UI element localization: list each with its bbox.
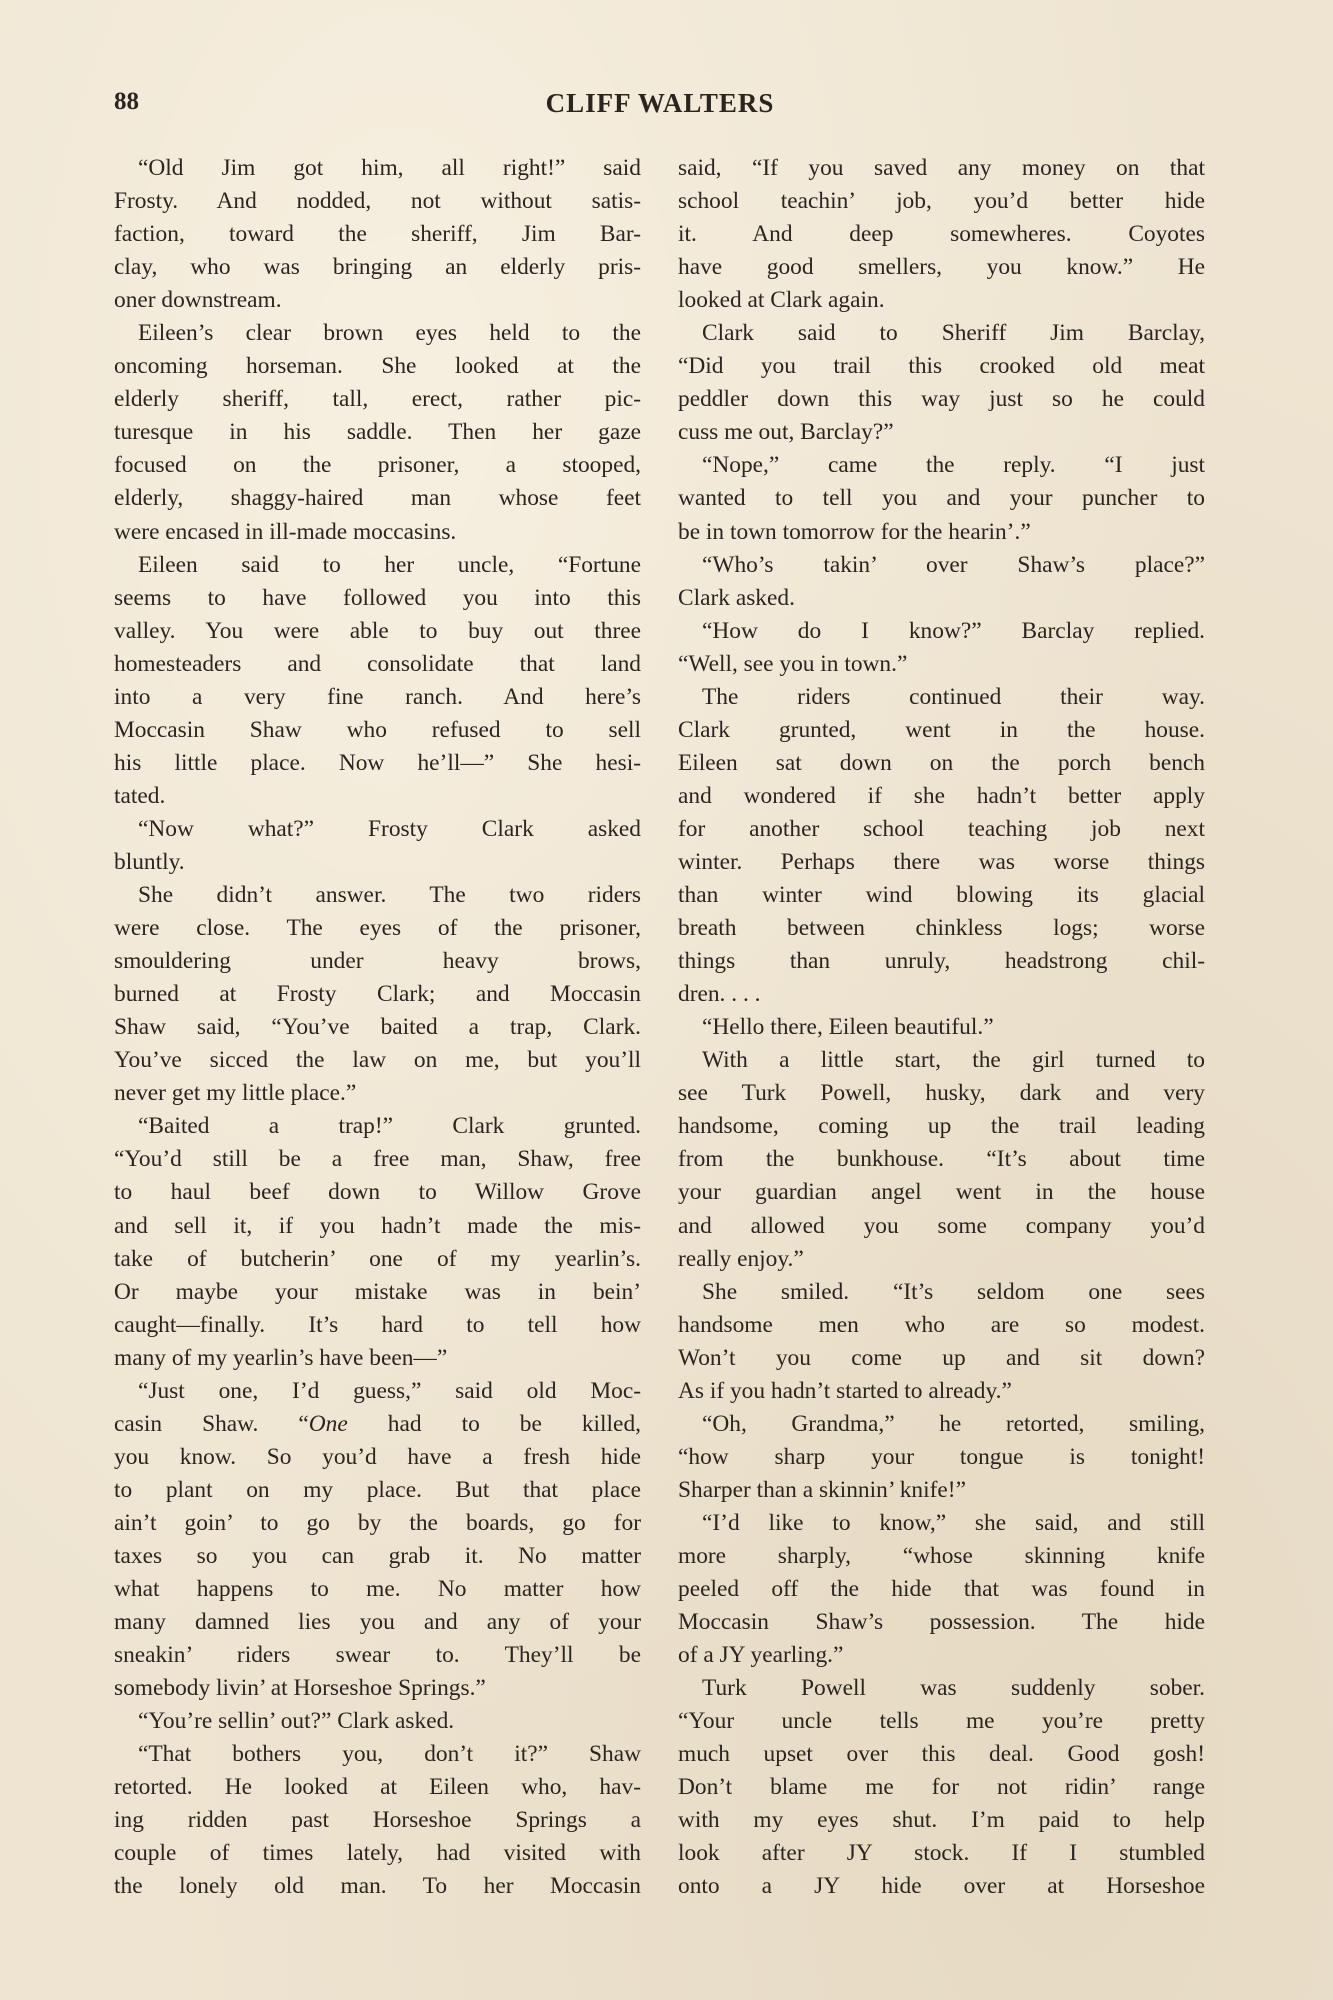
text-line: never get my little place.” (114, 1080, 357, 1107)
text-line: “Just one, I’d guess,” said old Moc- (138, 1377, 641, 1404)
text-line: “Hello there, Eileen beautiful.” (702, 1014, 994, 1041)
text-line: As if you hadn’t started to already.” (678, 1377, 1012, 1404)
text-line: smouldering under heavy brows, (114, 948, 641, 975)
text-line: oner downstream. (114, 287, 282, 314)
text-line: “You’d still be a free man, Shaw, free (114, 1146, 641, 1173)
text-line: said, “If you saved any money on that (678, 155, 1205, 181)
text-line: focused on the prisoner, a stooped, (114, 452, 641, 479)
text-line: for another school teaching job next (678, 815, 1205, 842)
running-head: CLIFF WALTERS (545, 88, 775, 118)
text-line: peddler down this way just so he could (678, 386, 1205, 413)
text-line: oncoming horseman. She looked at the (114, 353, 641, 380)
text-line: breath between chinkless logs; worse (678, 915, 1205, 942)
text-line: “That bothers you, don’t it?” Shaw (138, 1741, 641, 1768)
text-line: it. And deep somewheres. Coyotes (678, 221, 1205, 248)
text-line: school teachin’ job, you’d better hide (678, 188, 1205, 215)
text-line: much upset over this deal. Good gosh! (678, 1741, 1205, 1768)
text-line: and sell it, if you hadn’t made the mis- (114, 1212, 641, 1239)
text-line: Shaw said, “You’ve baited a trap, Clark. (114, 1014, 641, 1041)
page-number: 88 (114, 88, 139, 115)
italic-emphasis: One (308, 1410, 348, 1437)
text-line: ing ridden past Horseshoe Springs a (114, 1807, 641, 1834)
text-line: elderly sheriff, tall, erect, rather pic- (114, 386, 641, 413)
text-line: handsome men who are so modest. (678, 1311, 1205, 1338)
text-line: cuss me out, Barclay?” (678, 419, 894, 446)
text-line: were encased in ill-made moccasins. (114, 518, 457, 545)
text-line: you know. So you’d have a fresh hide (114, 1443, 641, 1470)
text-line: “Now what?” Frosty Clark asked (138, 815, 641, 842)
text-line: retorted. He looked at Eileen who, hav- (114, 1774, 641, 1801)
text-line: Clark grunted, went in the house. (678, 716, 1205, 743)
text-line: Moccasin Shaw who refused to sell (114, 716, 641, 743)
text-line: his little place. Now he’ll—” She hesi- (114, 749, 641, 776)
text-line: taxes so you can grab it. No matter (114, 1542, 641, 1569)
text-line: more sharply, “whose skinning knife (678, 1542, 1205, 1569)
text-line: valley. You were able to buy out three (114, 617, 641, 644)
text-line: many of my yearlin’s have been—” (114, 1344, 448, 1371)
text-line: “Nope,” came the reply. “I just (702, 452, 1205, 479)
text-line: seems to have followed you into this (114, 584, 641, 611)
text-line: Moccasin Shaw’s possession. The hide (678, 1609, 1205, 1636)
text-line: look after JY stock. If I stumbled (678, 1840, 1205, 1867)
text-line: Turk Powell was suddenly sober. (702, 1675, 1205, 1702)
text-line: “Did you trail this crooked old meat (678, 353, 1205, 380)
text-line: “Oh, Grandma,” he retorted, smiling, (702, 1410, 1205, 1437)
text-line: have good smellers, you know.” He (678, 254, 1205, 281)
text-line: “Well, see you in town.” (678, 650, 908, 677)
text-line: really enjoy.” (678, 1245, 804, 1272)
text-line: peeled off the hide that was found in (678, 1576, 1205, 1603)
text-line: of a JY yearling.” (678, 1642, 844, 1669)
text-line: to haul beef down to Willow Grove (114, 1179, 641, 1206)
text-line: “Old Jim got him, all right!” said (138, 155, 641, 181)
text-line: be in town tomorrow for the hearin’.” (678, 518, 1031, 545)
right-text-column (678, 152, 1205, 1903)
text-line: ain’t goin’ to go by the boards, go for (114, 1509, 641, 1536)
text-line: and wondered if she hadn’t better apply (678, 782, 1205, 809)
text-line: Sharper than a skinnin’ knife!” (678, 1476, 966, 1503)
text-line: Eileen sat down on the porch bench (678, 749, 1205, 776)
text-line: take of butcherin’ one of my yearlin’s. (114, 1245, 641, 1272)
text-line: “How do I know?” Barclay replied. (702, 617, 1205, 644)
text-line: Clark asked. (678, 584, 795, 611)
text-line: Clark said to Sheriff Jim Barclay, (702, 320, 1205, 347)
text-line: With a little start, the girl turned to (702, 1047, 1205, 1074)
text-line: Eileen’s clear brown eyes held to the (138, 320, 641, 347)
text-line: into a very fine ranch. And here’s (114, 683, 641, 710)
text-line: Eileen said to her uncle, “Fortune (138, 551, 641, 578)
text-line: looked at Clark again. (678, 287, 885, 314)
text-line: your guardian angel went in the house (678, 1179, 1205, 1206)
text-line: “Baited a trap!” Clark grunted. (138, 1113, 641, 1140)
text-line: than winter wind blowing its glacial (678, 882, 1205, 909)
text-line: faction, toward the sheriff, Jim Bar- (114, 221, 641, 248)
text-line: “I’d like to know,” she said, and still (702, 1509, 1205, 1536)
text-line: caught—finally. It’s hard to tell how (114, 1311, 641, 1338)
text-line: bluntly. (114, 848, 185, 875)
text-line: sneakin’ riders swear to. They’ll be (114, 1642, 641, 1669)
text-line: Don’t blame me for not ridin’ range (678, 1774, 1205, 1801)
text-line: Or maybe your mistake was in bein’ (114, 1278, 641, 1305)
text-line: homesteaders and consolidate that land (114, 650, 641, 677)
text-line: wanted to tell you and your puncher to (678, 485, 1205, 512)
text-line: couple of times lately, had visited with (114, 1840, 641, 1867)
text-line: She smiled. “It’s seldom one sees (702, 1278, 1205, 1305)
text-line: to plant on my place. But that place (114, 1476, 641, 1503)
text-line: somebody livin’ at Horseshoe Springs.” (114, 1675, 486, 1702)
text-line: clay, who was bringing an elderly pris- (114, 254, 641, 281)
page-header (114, 88, 1206, 128)
text-line: onto a JY hide over at Horseshoe (678, 1873, 1205, 1900)
text-line: “Your uncle tells me you’re pretty (678, 1708, 1205, 1735)
left-text-column (114, 152, 641, 1903)
text-line: what happens to me. No matter how (114, 1576, 641, 1603)
text-line: winter. Perhaps there was worse things (678, 848, 1205, 875)
text-line: things than unruly, headstrong chil- (678, 948, 1205, 975)
text-line: The riders continued their way. (702, 683, 1205, 710)
text-line: She didn’t answer. The two riders (138, 882, 641, 909)
text-line: elderly, shaggy-haired man whose feet (114, 485, 641, 512)
text-line: “Who’s takin’ over Shaw’s place?” (702, 551, 1205, 578)
text-line: handsome, coming up the trail leading (678, 1113, 1205, 1140)
text-line: “You’re sellin’ out?” Clark asked. (138, 1708, 455, 1735)
text-line: casin Shaw. “One had to be killed, (114, 1410, 641, 1437)
text-line: “how sharp your tongue is tonight! (678, 1443, 1205, 1470)
text-line: You’ve sicced the law on me, but you’ll (114, 1047, 641, 1074)
text-line: and allowed you some company you’d (678, 1212, 1205, 1239)
text-line: were close. The eyes of the prisoner, (114, 915, 641, 942)
text-line: burned at Frosty Clark; and Moccasin (114, 981, 641, 1008)
text-line: see Turk Powell, husky, dark and very (678, 1080, 1205, 1107)
text-line: Frosty. And nodded, not without satis- (114, 188, 641, 215)
text-line: dren. . . . (678, 981, 761, 1008)
text-line: with my eyes shut. I’m paid to help (678, 1807, 1205, 1834)
text-line: tated. (114, 782, 166, 809)
text-line: many damned lies you and any of your (114, 1609, 641, 1636)
text-line: the lonely old man. To her Moccasin (114, 1873, 641, 1900)
text-line: turesque in his saddle. Then her gaze (114, 419, 641, 446)
text-line: Won’t you come up and sit down? (678, 1344, 1205, 1371)
text-line: from the bunkhouse. “It’s about time (678, 1146, 1205, 1173)
